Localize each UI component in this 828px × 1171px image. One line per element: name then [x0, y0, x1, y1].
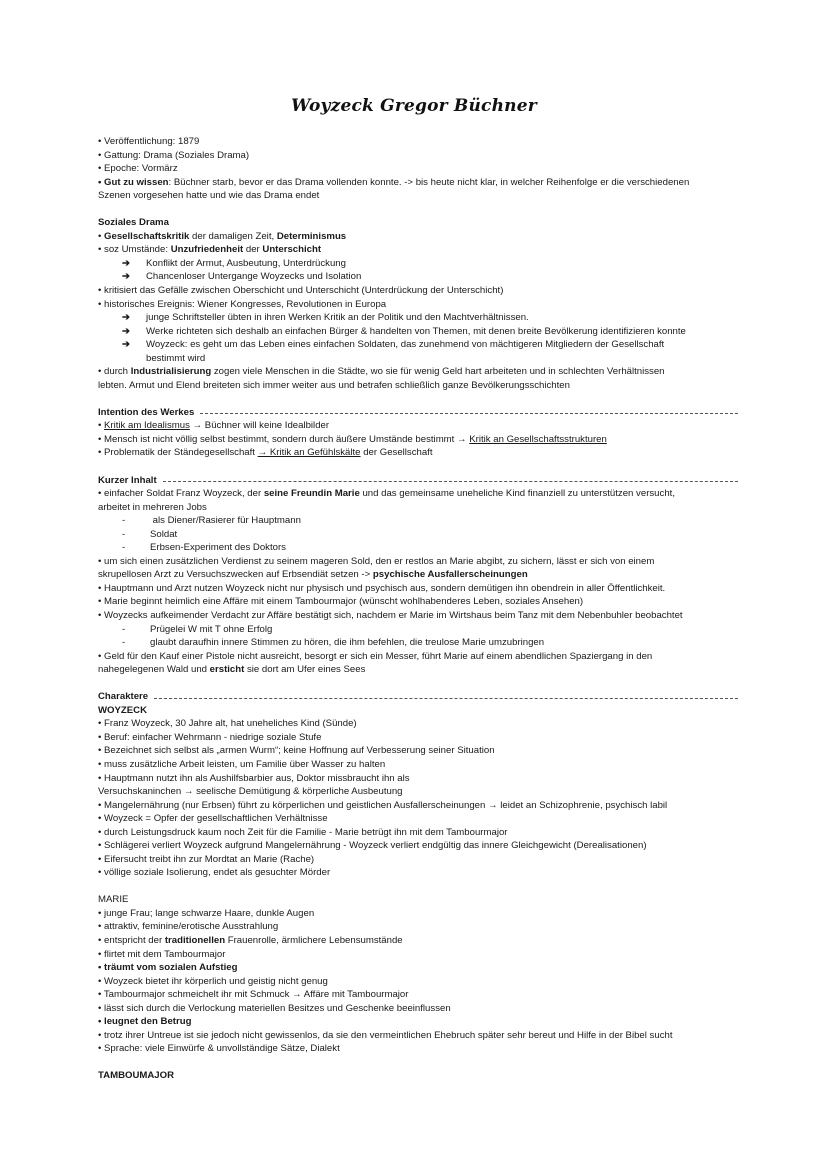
marie-item: • Woyzeck bietet ihr körperlich und geistig nicht genug — [98, 975, 328, 987]
arrow-icon: ➔ — [122, 339, 131, 351]
woyzeck-item: • Woyzeck = Opfer der gesellschaftlichen Verhältnisse — [98, 813, 328, 825]
intro-publication: • Veröffentlichung: 1879 — [98, 136, 200, 147]
woyzeck-item: • Bezeichnet sich selbst als „armen Wurm“; keine Hoffnung auf Verbesserung seiner Situation — [98, 745, 495, 757]
arrow-icon: ➔ — [122, 257, 131, 269]
woyzeck-item: Versuchskaninchen → seelische Demütigung & körperliche Ausbeutung — [98, 786, 403, 798]
arrow-icon: ➔ — [122, 271, 131, 283]
woyzeck-item: • Franz Woyzeck, 30 Jahre alt, hat uneheliches Kind (Sünde) — [98, 718, 357, 730]
marie-item: • leugnet den Betrug — [98, 1016, 192, 1028]
intention-point-b: • Mensch ist nicht völlig selbst bestimmt, sondern durch äußere Umstände bestimmt → Kritik an Gesellschaftsstrukturen — [98, 433, 607, 445]
good-to-know-text: : Büchner starb, bevor er das Drama vollenden konnte. -> bis heute nicht klar, in welcher Reihenfolge er die verschiedenen — [168, 176, 690, 188]
woyzeck-item: • Eifersucht treibt ihn zur Mordtat an Marie (Rache) — [98, 853, 315, 865]
woyzeck-item: • Schlägerei verliert Woyzeck aufgrund Mangelernährung - Woyzeck verliert endgültig das innere Gleichgewicht (Derealisationen) — [98, 840, 647, 852]
intro-good-to-know — [98, 176, 738, 190]
soziales-sub-woyzeck-cont: bestimmt wird — [146, 352, 206, 364]
soziales-point-e-cont: lebten. Armut und Elend breiteten sich immer weiter aus und betrafen schließlich ganze Bevölkerungsschichten — [98, 379, 570, 391]
inhalt-point-e: • Woyzecks aufkeimender Verdacht zur Affäre bestätigt sich, nachdem er Marie im Wirtshaus beim Tanz mit dem Nebenbuhler beobachtet — [98, 610, 683, 621]
woyzeck-item: • Hauptmann nutzt ihn als Aushilfsbarbier aus, Doktor missbraucht ihn als — [98, 772, 410, 784]
woyzeck-item: • Mangelernährung (nur Erbsen) führt zu körperlichen und geistlichen Ausfallerscheinungen → leidet an Schizophrenie, psychisch labil — [98, 799, 668, 811]
woyzeck-item: • durch Leistungsdruck kaum noch Zeit für die Familie - Marie betrügt ihn mit dem Tambourmajor — [98, 826, 508, 838]
charaktere-heading: Charaktere — [98, 690, 738, 704]
soziales-sub-conflict: ➔ Konflikt der Armut, Ausbeutung, Unterdrückung — [98, 257, 738, 271]
dashed-rule — [200, 413, 738, 414]
inhalt-job-3: - Erbsen-Experiment des Doktors — [122, 542, 286, 554]
tambourmajor-heading: TAMBOUMAJOR — [98, 1070, 175, 1082]
inhalt-heading: Kurzer Inhalt — [98, 474, 738, 488]
inhalt-sub-voices: - glaubt daraufhin innere Stimmen zu hören, die ihm befehlen, die treulose Marie umzubringen — [122, 637, 545, 649]
woyzeck-item: • Beruf: einfacher Wehrmann - niedrige soziale Stufe — [98, 731, 322, 743]
marie-item: • trotz ihrer Untreue ist sie jedoch nicht gewissenlos, da sie den vermeintlichen Ehebruch später sehr bereut und Hilfe in der Bibel sucht — [98, 1029, 673, 1041]
inhalt-point-d: • Marie beginnt heimlich eine Affäre mit einem Tambourmajor (wünscht wohlhabenderes Leben, soziales Ansehen) — [98, 596, 584, 608]
arrow-icon: ➔ — [122, 312, 131, 324]
inhalt-point-b-cont: skrupellosen Arzt zu Versuchszwecken auf Erbsendiät setzen -> psychische Ausfallerscheinungen — [98, 569, 528, 581]
woyzeck-heading: WOYZECK — [98, 704, 148, 716]
marie-heading: MARIE — [98, 894, 129, 906]
intro-good-to-know-cont: Szenen vorgesehen hatte und wie das Drama endet — [98, 190, 320, 202]
dashed-rule — [163, 481, 738, 482]
inhalt-point-a-cont: arbeitet in mehreren Jobs — [98, 501, 207, 513]
soziales-sub-works: ➔ Werke richteten sich deshalb an einfachen Bürger & handelten von Themen, mit denen breite Bevölkerung identifizieren konnte — [98, 325, 738, 339]
soziales-point-b: • soz Umstände: Unzufriedenheit der Unterschicht — [98, 244, 322, 256]
intro-genre: • Gattung: Drama (Soziales Drama) — [98, 149, 250, 161]
inhalt-point-b: • um sich einen zusätzlichen Verdienst zu seinem mageren Sold, den er restlos an Marie abgibt, zu sichern, lässt er sich von einem — [98, 555, 655, 567]
soziales-sub-writers: ➔ junge Schriftsteller übten in ihren Werken Kritik an der Politik und den Machtverhältnissen. — [98, 311, 738, 325]
document-title: Woyzeck Gregor Büchner — [291, 96, 537, 116]
good-to-know-label: • Gut zu wissen — [98, 176, 169, 188]
marie-item: • träumt vom sozialen Aufstieg — [98, 962, 238, 974]
marie-item: • Sprache: viele Einwürfe & unvollständige Sätze, Dialekt — [98, 1043, 340, 1055]
intro-epoch: • Epoche: Vormärz — [98, 163, 178, 175]
marie-item: • junge Frau; lange schwarze Haare, dunkle Augen — [98, 907, 315, 919]
marie-item: • attraktiv, feminine/erotische Ausstrahlung — [98, 921, 279, 933]
marie-item: • lässt sich durch die Verlockung materiellen Besitzes und Geschenke beeinflussen — [98, 1002, 451, 1014]
soziales-point-d: • historisches Ereignis: Wiener Kongresses, Revolutionen in Europa — [98, 298, 387, 310]
inhalt-point-f: • Geld für den Kauf einer Pistole nicht ausreicht, besorgt er sich ein Messer, führt Marie auf einem abendlichen Spaziergang in den — [98, 650, 653, 662]
inhalt-point-f-cont: nahegelegenen Wald und ersticht sie dort am Ufer eines Sees — [98, 664, 366, 676]
intention-point-c: • Problematik der Ständegesellschaft → Kritik an Gefühlskälte der Gesellschaft — [98, 447, 433, 459]
dashed-rule — [154, 698, 738, 699]
document-body — [98, 135, 738, 1083]
inhalt-sub-fight: - Prügelei W mit T ohne Erfolg — [122, 623, 273, 635]
soziales-point-e: • durch Industrialisierung zogen viele Menschen in die Städte, wo sie für wenig Geld hart arbeiteten und in schlechten Verhältnissen — [98, 366, 665, 378]
marie-item: • flirtet mit dem Tambourmajor — [98, 948, 226, 960]
marie-item: • entspricht der traditionellen Frauenrolle, ärmlichere Lebensumstände — [98, 935, 403, 947]
intention-point-a: • Kritik am Idealismus → Büchner will keine Idealbilder — [98, 420, 330, 432]
inhalt-point-a: • einfacher Soldat Franz Woyzeck, der seine Freundin Marie und das gemeinsame uneheliche Kind finanziell zu unterstützen versucht, — [98, 488, 675, 500]
soziales-sub-isolation: ➔ Chancenloser Untergange Woyzecks und Isolation — [98, 270, 738, 284]
soziales-drama-heading: Soziales Drama — [98, 217, 169, 229]
inhalt-job-1: - als Diener/Rasierer für Hauptmann — [122, 515, 301, 527]
intention-heading: Intention des Werkes — [98, 406, 738, 420]
soziales-sub-woyzeck: ➔ Woyzeck: es geht um das Leben eines einfachen Soldaten, das zunehmend von mächtigeren Mitgliedern der Gesellschaft — [98, 338, 738, 352]
inhalt-point-c: • Hauptmann und Arzt nutzen Woyzeck nicht nur physisch und psychisch aus, sondern demütigen ihn obendrein in aller Öffentlichkeit. — [98, 582, 666, 594]
arrow-icon: ➔ — [122, 325, 131, 337]
soziales-point-c: • kritisiert das Gefälle zwischen Oberschicht und Unterschicht (Unterdrückung der Unterschicht) — [98, 284, 504, 296]
woyzeck-item: • völlige soziale Isolierung, endet als gesuchter Mörder — [98, 867, 331, 879]
marie-item: • Tambourmajor schmeichelt ihr mit Schmuck → Affäre mit Tambourmajor — [98, 989, 409, 1001]
woyzeck-item: • muss zusätzliche Arbeit leisten, um Familie über Wasser zu halten — [98, 758, 386, 770]
soziales-point-a: • Gesellschaftskritik der damaligen Zeit, Determinismus — [98, 230, 347, 242]
inhalt-job-2: - Soldat — [122, 528, 178, 540]
